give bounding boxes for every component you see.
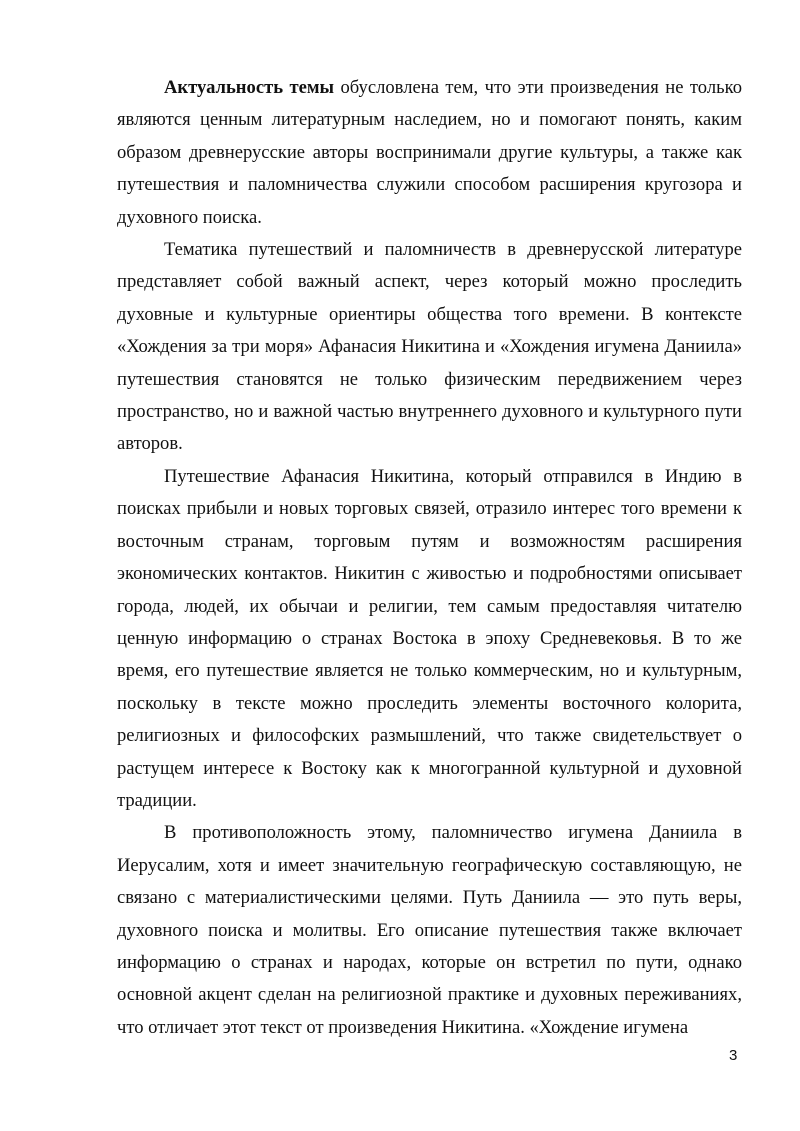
document-body bbox=[117, 72, 742, 1044]
bold-lead-term: Актуальность темы bbox=[164, 77, 335, 98]
paragraph-relevance bbox=[117, 72, 742, 234]
paragraph-daniil: В противоположность этому, паломничество игумена Даниила в Иерусалим, хотя и имеет значительную географическую составляющую, не связано с материалистическими целями. Путь Даниила — это путь веры, духовного поиска и молитвы. Его описание путешествия также включает информацию о странах и народах, которые он встретил по пути, однако основной акцент сделан на религиозной практике и духовных переживаниях, что отличает этот текст от произведения Никитина. «Хождение игумена bbox=[117, 822, 742, 1038]
paragraph-nikitin: Путешествие Афанасия Никитина, который отправился в Индию в поисках прибыли и новых торговых связей, отразило интерес того времени к восточным странам, торговым путям и возможностям расширения экономических контактов. Никитин с живостью и подробностями описывает города, людей, их обычаи и религии, тем самым предоставляя читателю ценную информацию о странах Востока в эпоху Средневековья. В то же время, его путешествие является не только коммерческим, но и культурным, поскольку в тексте можно проследить элементы восточного колорита, религиозных и философских размышлений, что также свидетельствует о растущем интересе к Востоку как к многогранной культурной и духовной традиции. bbox=[117, 465, 742, 811]
paragraph-travel-theme: Тематика путешествий и паломничеств в древнерусской литературе представляет собой важный аспект, через который можно проследить духовные и культурные ориентиры общества того времени. В контексте «Хождения за три моря» Афанасия Никитина и «Хождения игумена Даниила» путешествия становятся не только физическим передвижением через пространство, но и важной частью внутреннего духовного и культурного пути авторов. bbox=[117, 239, 742, 455]
page-number: 3 bbox=[729, 1047, 738, 1064]
paragraph-relevance-text: обусловлена тем, что эти произведения не только являются ценным литературным наследием, но и помогают понять, каким образом древнерусские авторы воспринимали другие культуры, а также как путешествия и паломничества служили способом расширения кругозора и духовного поиска. bbox=[117, 77, 742, 228]
